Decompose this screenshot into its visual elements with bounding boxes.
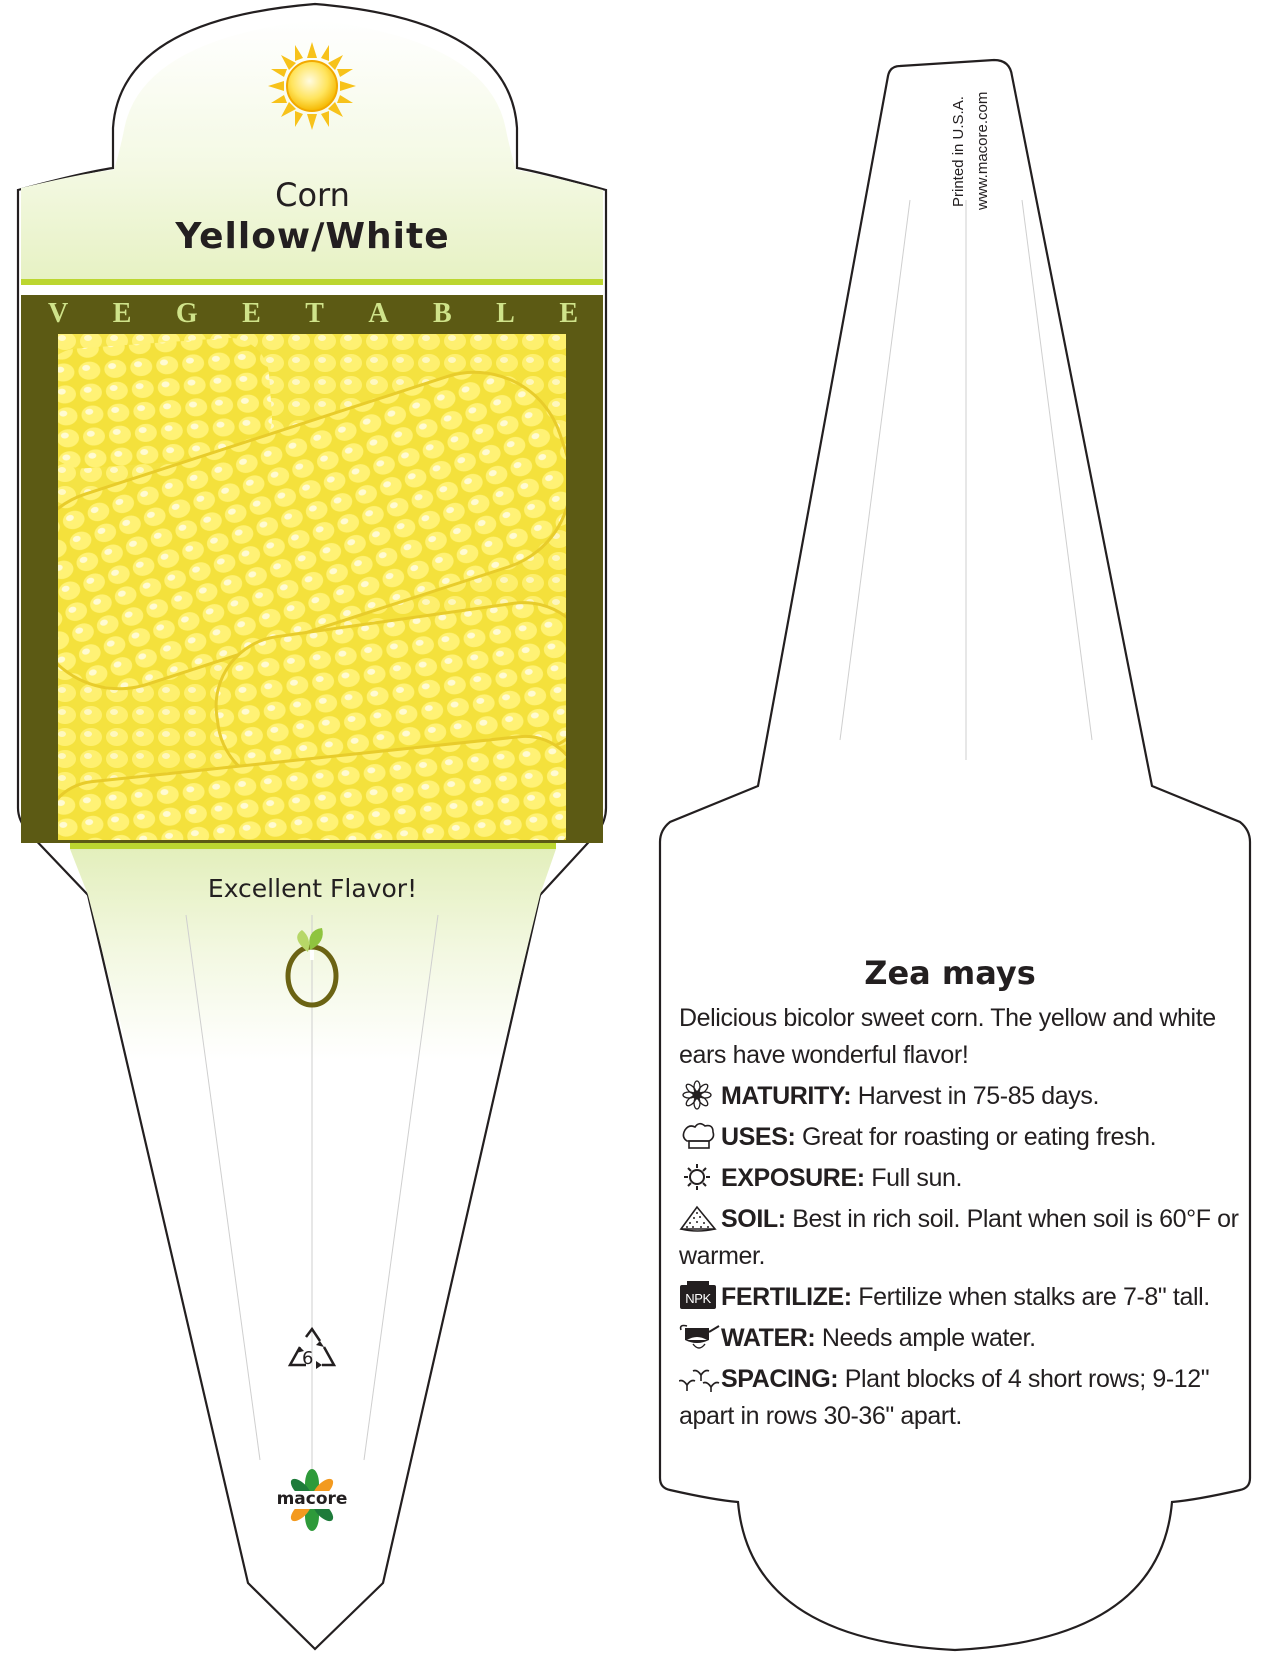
corn-photo xyxy=(0,334,604,907)
care-item-soil xyxy=(679,1201,1254,1275)
brand-logo-text: macore xyxy=(276,1489,348,1509)
npk-icon xyxy=(679,1281,721,1311)
care-text: Fertilize when stalks are 7-8" tall. xyxy=(858,1283,1210,1311)
care-item-fertilize xyxy=(679,1279,1254,1316)
scientific-name: Zea mays xyxy=(864,954,1036,992)
description: Delicious bicolor sweet corn. The yellow and white ears have wonderful flavor! xyxy=(679,1004,1216,1069)
care-item-spacing xyxy=(679,1361,1254,1435)
seedlings-icon xyxy=(679,1363,721,1393)
variety-name: Yellow/White xyxy=(175,216,450,257)
care-item-exposure xyxy=(679,1160,1254,1197)
category-letter: E xyxy=(242,298,261,329)
care-label: USES: xyxy=(721,1123,796,1151)
tagline: Excellent Flavor! xyxy=(207,874,418,903)
care-item-uses xyxy=(679,1119,1254,1156)
care-info-list xyxy=(679,1078,1254,1439)
category-letter: A xyxy=(368,298,389,329)
category-label xyxy=(48,298,578,330)
category-letter: E xyxy=(112,298,132,329)
sun-icon xyxy=(679,1162,721,1192)
care-text: Great for roasting or eating fresh. xyxy=(801,1123,1157,1151)
care-item-maturity xyxy=(679,1078,1254,1115)
category-letter: L xyxy=(496,298,515,329)
category-letter: G xyxy=(175,298,198,329)
watering-can-icon xyxy=(679,1322,721,1352)
plant-name: Corn xyxy=(275,176,350,214)
soil-icon xyxy=(679,1203,721,1233)
care-text: Plant blocks of 4 short rows; 9-12" apart in rows 30-36" apart. xyxy=(679,1365,1210,1430)
care-item-water xyxy=(679,1320,1254,1357)
category-letter: T xyxy=(305,298,324,329)
npk-icon-text: NPK xyxy=(685,1291,711,1306)
care-text: Needs ample water. xyxy=(821,1324,1036,1352)
care-label: SPACING: xyxy=(721,1365,839,1393)
chef-hat-icon xyxy=(679,1121,721,1151)
print-note-country: Printed in U.S.A. xyxy=(950,96,967,207)
print-note-website: www.macore.com xyxy=(974,91,991,210)
flower-icon xyxy=(679,1080,721,1110)
recycle-number: 6 xyxy=(302,1348,314,1369)
sun-icon xyxy=(268,42,356,130)
care-text: Best in rich soil. Plant when soil is 60°F or warmer. xyxy=(679,1205,1239,1270)
care-text: Harvest in 75-85 days. xyxy=(857,1082,1100,1110)
care-label: EXPOSURE: xyxy=(721,1164,865,1192)
care-label: WATER: xyxy=(721,1324,816,1352)
category-letter: V xyxy=(48,298,69,329)
care-label: SOIL: xyxy=(721,1205,786,1233)
care-label: FERTILIZE: xyxy=(721,1283,852,1311)
care-text: Full sun. xyxy=(871,1164,963,1192)
category-letter: E xyxy=(559,298,578,329)
care-label: MATURITY: xyxy=(721,1082,852,1110)
category-letter: B xyxy=(433,298,452,329)
